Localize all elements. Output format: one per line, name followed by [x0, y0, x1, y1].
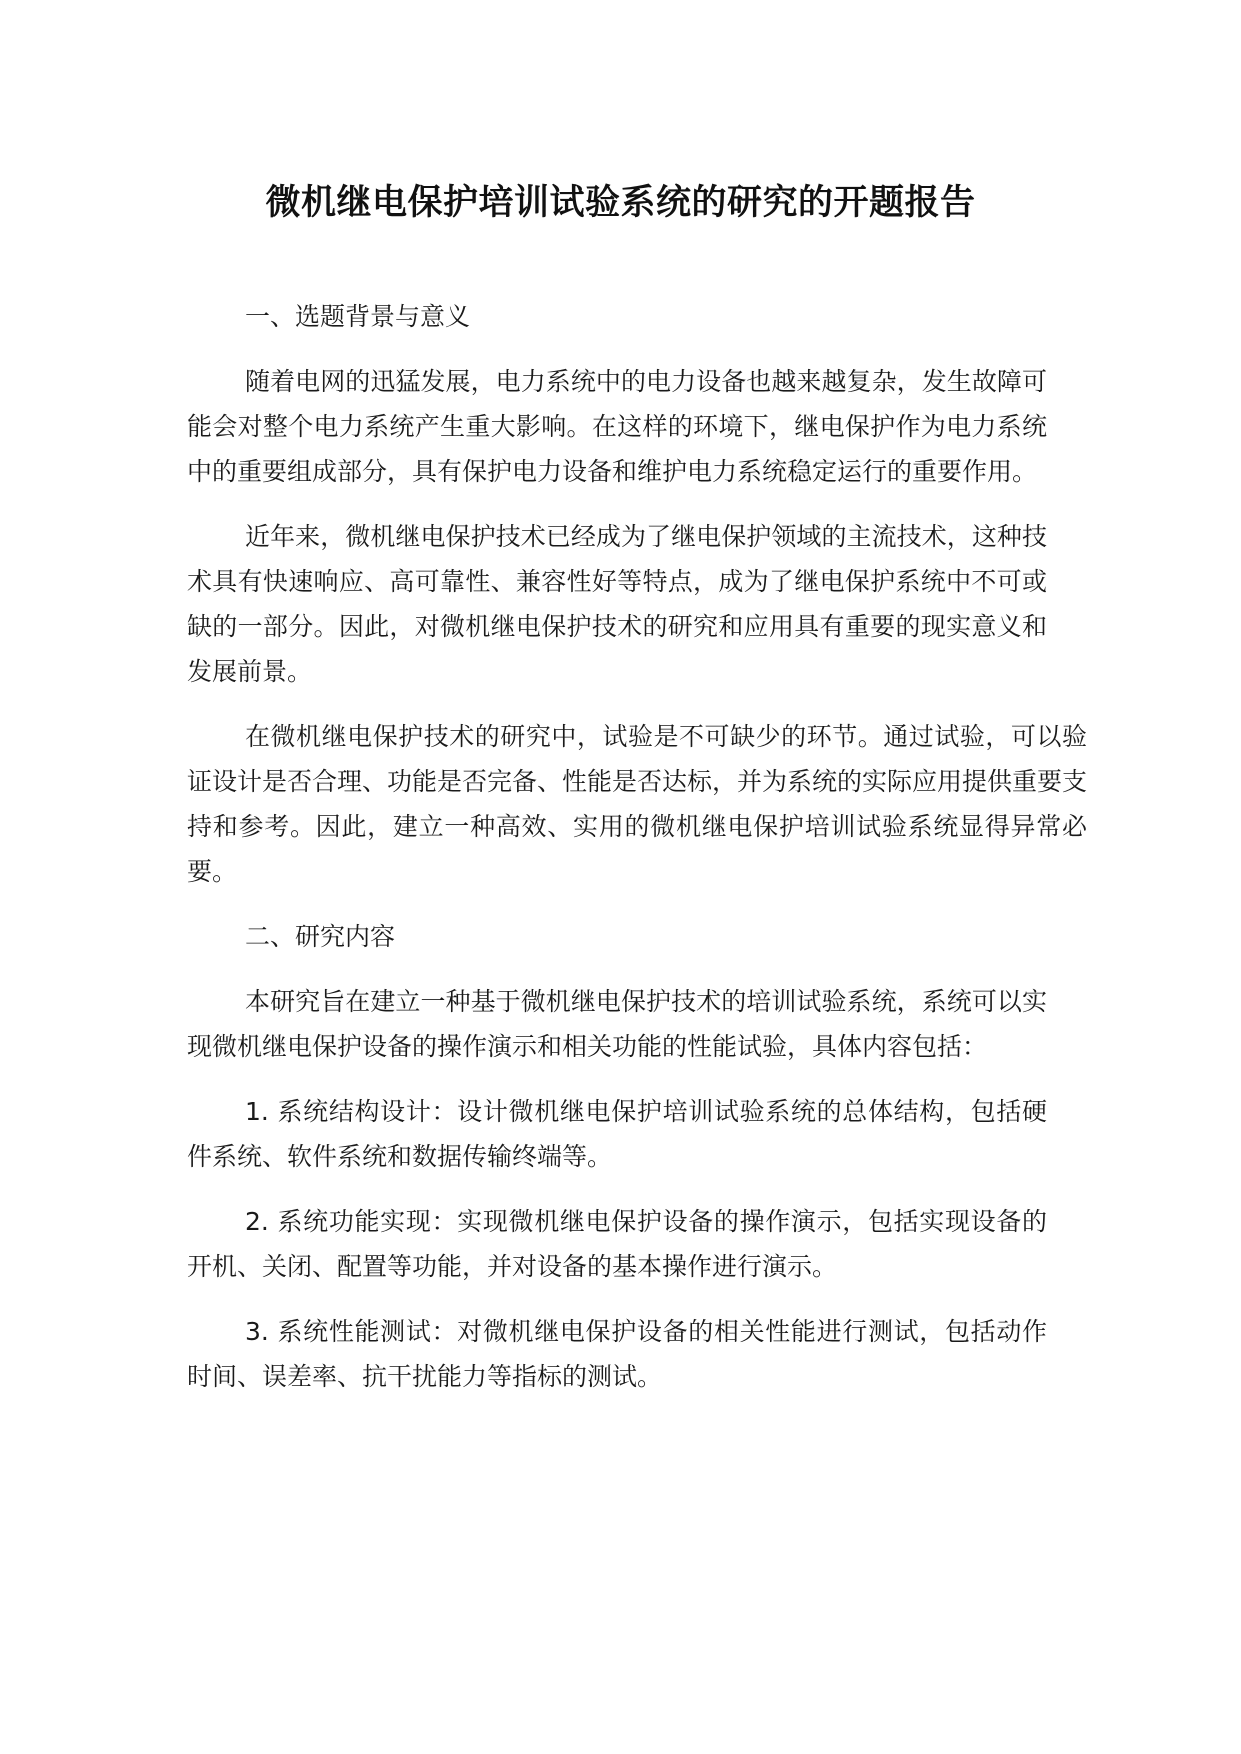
paragraph: 在微机继电保护技术的研究中，试验是不可缺少的环节。通过试验，可以验证设计是否合理、功能是否完备、性能是否达标，并为系统的实际应用提供重要支持和参考。因此，建立一种高效、实用的微机继电保护培训试验系统显得异常必要。: [187, 722, 1088, 886]
document-body: [187, 294, 1087, 1419]
section-heading-background: 一、选题背景与意义: [245, 302, 471, 331]
list-item: 3. 系统性能测试：对微机继电保护设备的相关性能进行测试，包括动作时间、误差率、抗干扰能力等指标的测试。: [187, 1317, 1047, 1391]
paragraph: 本研究旨在建立一种基于微机继电保护技术的培训试验系统，系统可以实现微机继电保护设备的操作演示和相关功能的性能试验，具体内容包括：: [187, 987, 1047, 1061]
list-item: 2. 系统功能实现：实现微机继电保护设备的操作演示，包括实现设备的开机、关闭、配置等功能，并对设备的基本操作进行演示。: [187, 1207, 1047, 1281]
section-heading-research-content: 二、研究内容: [245, 922, 396, 951]
document-title: 微机继电保护培训试验系统的研究的开题报告: [265, 183, 976, 223]
paragraph: 近年来，微机继电保护技术已经成为了继电保护领域的主流技术，这种技术具有快速响应、高可靠性、兼容性好等特点，成为了继电保护系统中不可或缺的一部分。因此，对微机继电保护技术的研究和应用具有重要的现实意义和发展前景。: [187, 522, 1047, 686]
list-item: 1. 系统结构设计：设计微机继电保护培训试验系统的总体结构，包括硬件系统、软件系统和数据传输终端等。: [187, 1097, 1047, 1171]
paragraph: 随着电网的迅猛发展，电力系统中的电力设备也越来越复杂，发生故障可能会对整个电力系统产生重大影响。在这样的环境下，继电保护作为电力系统中的重要组成部分，具有保护电力设备和维护电力系统稳定运行的重要作用。: [187, 367, 1047, 486]
